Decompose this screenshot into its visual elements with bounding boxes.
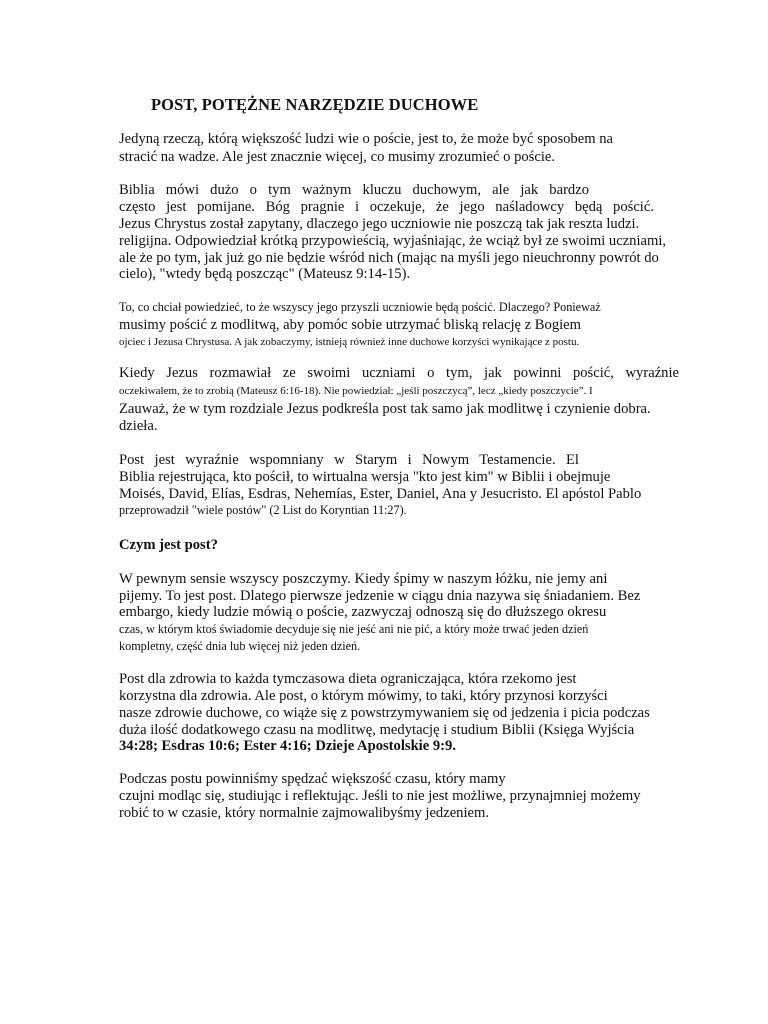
p1-line-1: Jedyną rzeczą, którą większość ludzi wie o poście, jest to, że może być sposobem na [119,131,613,147]
p7-line-4: duża ilość dodatkowego czasu na modlitwę, medytację i studium Biblii (Księga Wyjścia [119,722,635,738]
p7-line-2: korzystna dla zdrowia. Ale post, o którym mówimy, to taki, który przynosi korzyści [119,688,608,704]
p2-line-6: cielo), "wtedy będą poszcząc" (Mateusz 9:14-15). [119,266,411,282]
p2-line-1: Biblia mówi dużo o tym ważnym kluczu duchowym, ale jak bardzo [119,182,589,198]
p3-line-2: musimy pościć z modlitwą, aby pomóc sobie utrzymać bliską relację z Bogiem [119,317,582,333]
p7-line-3: nasze zdrowie duchowe, co wiąże się z powstrzymywaniem się od jedzenia i picia podczas [119,705,650,721]
p5-line-4: przeprowadził "wiele postów" (2 List do Koryntian 11:27). [119,503,407,517]
p6-line-5: kompletny, część dnia lub więcej niż jeden dzień. [119,639,361,653]
p2-line-4: religijna. Odpowiedział krótką przypowieścią, wyjaśniając, że wciąż był ze swoimi uczniami, [119,233,667,249]
p4-line-1: Kiedy Jezus rozmawiał ze swoimi uczniami o tym, jak powinni pościć, wyraźnie [119,365,679,381]
p7-line-1: Post dla zdrowia to każda tymczasowa dieta ograniczająca, która rzekomo jest [119,671,577,687]
p2-line-2: często jest pomijane. Bóg pragnie i oczekuje, że jego naśladowcy będą pościć. [119,199,654,215]
p3-line-1: To, co chciał powiedzieć, to że wszyscy jego przyszli uczniowie będą pościć. Dlaczego? Ponieważ [119,300,601,314]
document-title: POST, POTĘŻNE NARZĘDZIE DUCHOWE [151,95,479,114]
p5-line-1: Post jest wyraźnie wspomniany w Starym i Nowym Testamencie. El [119,452,579,468]
p4-line-4: dzieła. [119,418,158,434]
p7-line-5: 34:28; Esdras 10:6; Ester 4:16; Dzieje Apostolskie 9:9. [119,738,456,754]
p1-line-2: stracić na wadze. Ale jest znacznie więcej, co musimy zrozumieć o poście. [119,149,556,165]
p2-line-3: Jezus Chrystus został zapytany, dlaczego jego uczniowie nie poszczą tak jak reszta ludzi. [119,216,640,232]
section-heading: Czym jest post? [119,537,218,553]
p5-line-3: Moisés, David, Elías, Esdras, Nehemías, Ester, Daniel, Ana y Jesucristo. El apóstol Pablo [119,486,642,502]
p8-line-3: robić to w czasie, który normalnie zajmowalibyśmy jedzeniem. [119,805,489,821]
p6-line-4: czas, w którym ktoś świadomie decyduje się nie jeść ani nie pić, a który może trwać jeden dzień [119,622,589,636]
p6-line-3: embargo, kiedy ludzie mówią o poście, zazwyczaj odnoszą się do dłuższego okresu [119,604,607,620]
p5-line-2: Biblia rejestrująca, kto pościł, to wirtualna wersja "kto jest kim" w Biblii i obejmuje [119,469,611,485]
p4-line-3: Zauważ, że w tym rozdziale Jezus podkreśla post tak samo jak modlitwę i czynienie dobra. [119,401,651,417]
p6-line-2: pijemy. To jest post. Dlatego pierwsze jedzenie w ciągu dnia nazywa się śniadaniem. Bez [119,588,641,604]
p8-line-2: czujni modląc się, studiując i reflektując. Jeśli to nie jest możliwe, przynajmniej możemy [119,788,641,804]
p2-line-5: ale że po tym, jak już go nie będzie wśród nich (mając na myśli jego nieuchronny powrót do [119,250,659,266]
p3-line-3: ojciec i Jezusa Chrystusa. A jak zobaczymy, istnieją również inne duchowe korzyści wynikające z postu. [119,336,580,348]
p4-line-2: oczekiwałem, że to zrobią (Mateusz 6:16-18). Nie powiedział: „jeśli poszczycą”, lecz „kiedy poszczycie”. I [119,385,593,397]
p6-line-1: W pewnym sensie wszyscy poszczymy. Kiedy śpimy w naszym łóżku, nie jemy ani [119,571,608,587]
p8-line-1: Podczas postu powinniśmy spędzać większość czasu, który mamy [119,771,506,787]
